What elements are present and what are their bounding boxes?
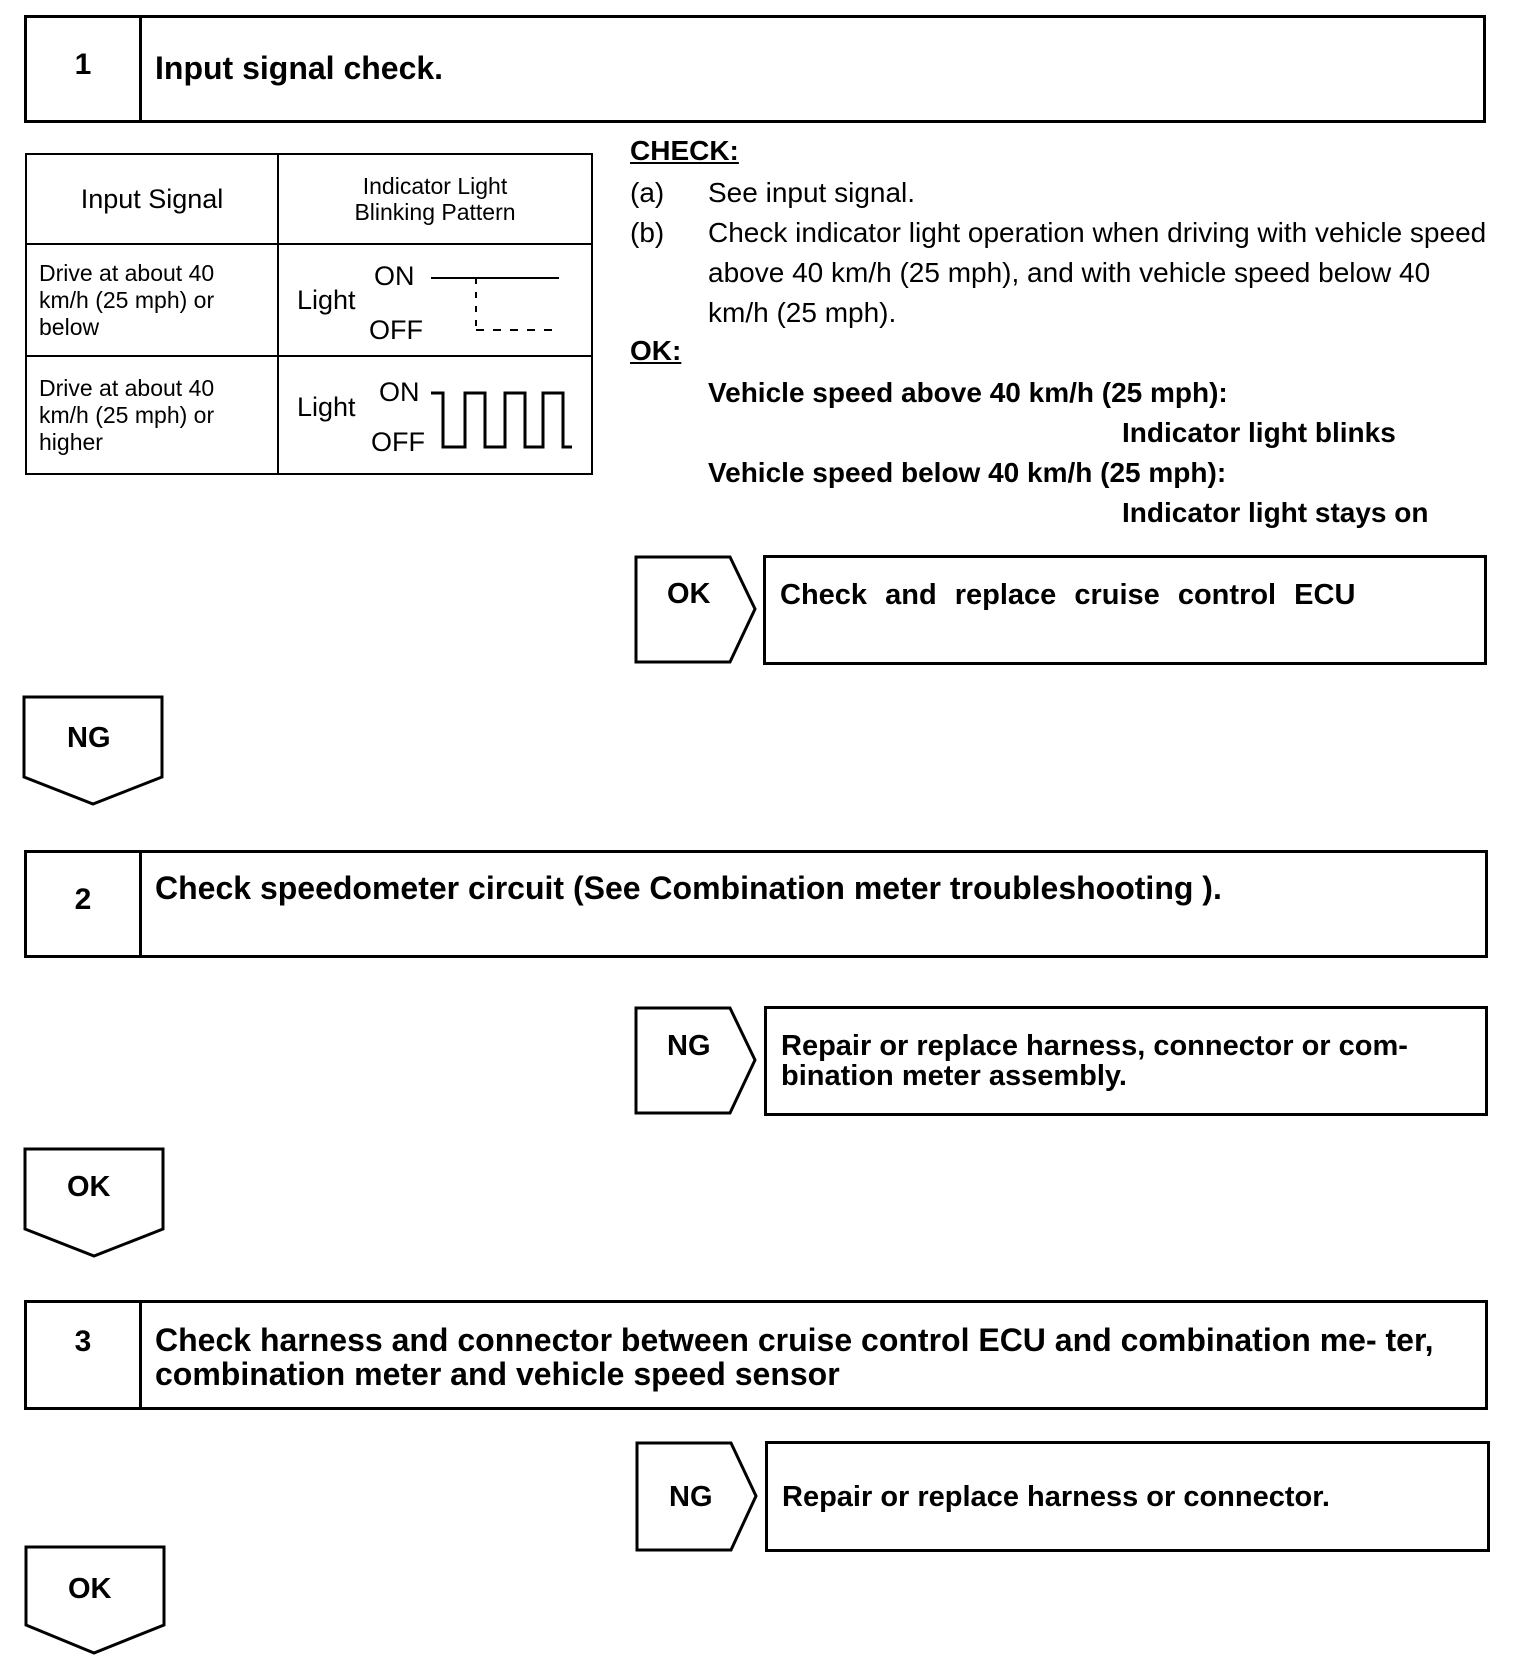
row-input-signal — [26, 244, 278, 356]
check-item-text: Check indicator light operation when driving with vehicle speed above 40 km/h (25 mph), and with vehicle speed below 40 km/h (25 mph). — [708, 217, 1487, 328]
ng-branch-tag — [635, 1441, 765, 1553]
step-title: Check harness and connector between cruise control ECU and combination me- ter, combination meter and vehicle speed sensor — [155, 1322, 1434, 1392]
step-3-box — [24, 1300, 1488, 1410]
ok-condition: Vehicle speed below 40 km/h (25 mph): — [708, 457, 1227, 488]
light-label: Light — [297, 285, 356, 315]
check-heading: CHECK: — [630, 135, 739, 166]
on-label: ON — [379, 377, 420, 407]
on-label: ON — [374, 261, 415, 291]
flow-arrow-down — [22, 695, 166, 807]
check-item-label: (a) — [630, 177, 665, 208]
branch-tag-label: NG — [667, 1030, 711, 1062]
ok-branch-tag — [634, 555, 764, 665]
ng-branch-tag — [634, 1006, 764, 1116]
stays-on-waveform — [429, 245, 569, 355]
input-signal-table — [25, 153, 593, 475]
header-blinking-pattern — [278, 154, 592, 244]
header-input-signal: Input Signal — [26, 154, 278, 244]
step-number: 1 — [27, 18, 142, 120]
ok-condition: Vehicle speed above 40 km/h (25 mph): — [708, 377, 1228, 408]
blinking-waveform — [429, 357, 574, 473]
check-item-label: (b) — [630, 217, 665, 248]
square-wave-line — [431, 393, 572, 447]
check-item-text: See input signal. — [708, 177, 916, 208]
table-header-row — [26, 154, 592, 244]
flow-arrow-label: OK — [68, 1573, 112, 1605]
off-label: OFF — [369, 315, 423, 345]
off-label: OFF — [371, 427, 425, 457]
pattern-cell — [278, 356, 592, 474]
branch-tag-label: NG — [669, 1481, 713, 1513]
pattern-cell — [278, 244, 592, 356]
row-input-text: Drive at about 40 km/h (25 mph) or below — [39, 259, 215, 340]
flow-arrow-label: NG — [67, 722, 111, 754]
row-input-text: Drive at about 40 km/h (25 mph) or higher — [39, 374, 215, 455]
branch-action-box: Repair or replace harness, connector or com- bination meter assembly. — [764, 1006, 1488, 1116]
branch-tag-label: OK — [667, 578, 711, 610]
step-title: Check speedometer circuit (See Combination meter troubleshooting ). — [155, 870, 1222, 906]
step-2-box — [24, 850, 1488, 958]
ok-result: Indicator light blinks — [1122, 417, 1396, 448]
flow-arrow-down — [23, 1147, 167, 1259]
branch-action-box: Repair or replace harness or connector. — [765, 1441, 1490, 1552]
step-number: 3 — [27, 1303, 142, 1407]
branch-action-box: Check and replace cruise control ECU — [763, 555, 1487, 665]
ok-heading: OK: — [630, 335, 682, 366]
flow-arrow-down — [24, 1545, 168, 1657]
step-title: Input signal check. — [155, 50, 444, 86]
step-number: 2 — [27, 853, 142, 955]
ok-result: Indicator light stays on — [1122, 497, 1429, 528]
flow-arrow-label: OK — [67, 1171, 111, 1203]
header-blinking-pattern-text: Indicator Light Blinking Pattern — [354, 173, 516, 225]
table-row — [26, 356, 592, 474]
table-row — [26, 244, 592, 356]
row-input-signal — [26, 356, 278, 474]
light-label: Light — [297, 392, 356, 422]
step-1-box — [24, 15, 1486, 123]
